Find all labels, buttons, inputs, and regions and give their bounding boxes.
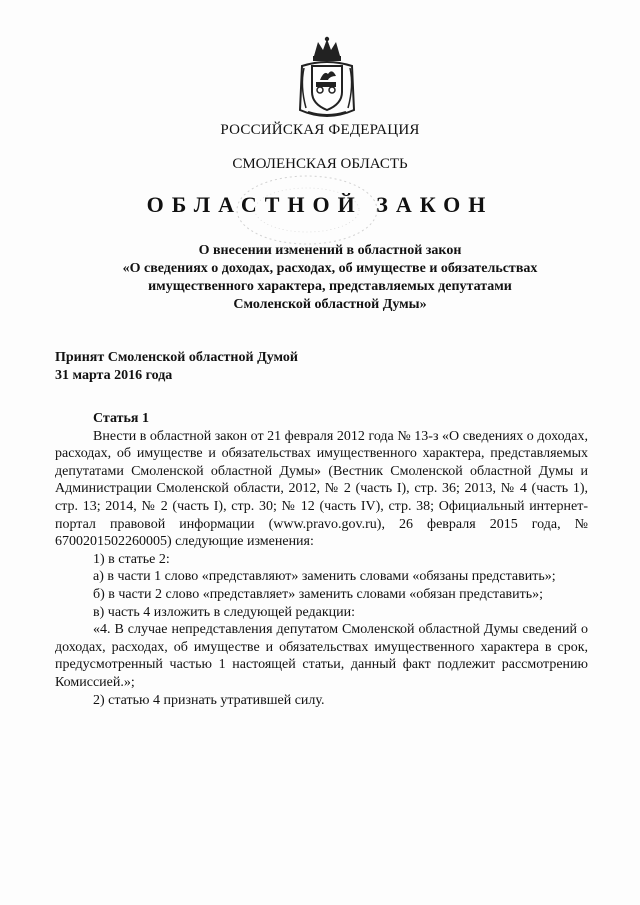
subject-line: О внесении изменений в областной закон [198, 243, 462, 258]
article-intro: Внести в областной закон от 21 февраля 2012 года № 13-з «О сведениях о доходах, расходах, об имуществе и обязательствах имущественного характера, представляемых депутатами Смоленской областной Думы» (Вестник Смоленской областной Думы и Администрации Смоленской области, 2012, № 2 (часть I), стр. 36; 2013, № 4 (часть 1), стр. 13; 2014, № 2 (часть I), стр. 30; № 12 (часть IV), стр. 38; Официальный интернет-портал правовой информации (www.pravo.gov.ru), 26 февраля 2015 года, № 6700201502260005) следующие изменения: [55, 428, 588, 550]
list-item: 1) в статье 2: [93, 551, 170, 567]
adopted-by: Принят Смоленской областной Думой [55, 350, 298, 365]
subject-line: имущественного характера, представляемых депутатами [148, 279, 512, 294]
list-item: а) в части 1 слово «представляют» заменить словами «обязаны представить»; [93, 569, 556, 585]
list-item: 2) статью 4 признать утратившей силу. [93, 692, 325, 708]
article-title: Статья 1 [93, 411, 149, 426]
list-item: б) в части 2 слово «представляет» заменить словами «обязан представить»; [93, 586, 544, 602]
adoption-info [55, 349, 298, 385]
article-body [55, 410, 588, 709]
document-type: ОБЛАСТНОЙ ЗАКОН [146, 192, 494, 217]
coat-of-arms-icon [296, 36, 358, 120]
list-item: в) часть 4 изложить в следующей редакции: [93, 604, 356, 620]
quoted-amendment: «4. В случае непредставления депутатом Смоленской областной Думы сведений о доходах, расходах, об имуществе и обязательствах имущественного характера в срок, предусмотренный частью 1 настоящей статьи, данный факт подлежит рассмотрению Комиссией.»; [55, 622, 588, 690]
country-name: РОССИЙСКАЯ ФЕДЕРАЦИЯ [220, 122, 420, 138]
law-subject [80, 242, 580, 314]
subject-line: «О сведениях о доходах, расходах, об имуществе и обязательствах [122, 261, 538, 276]
region-name: СМОЛЕНСКАЯ ОБЛАСТЬ [232, 156, 408, 172]
subject-line: Смоленской областной Думы» [233, 297, 427, 312]
adoption-date: 31 марта 2016 года [55, 368, 173, 383]
